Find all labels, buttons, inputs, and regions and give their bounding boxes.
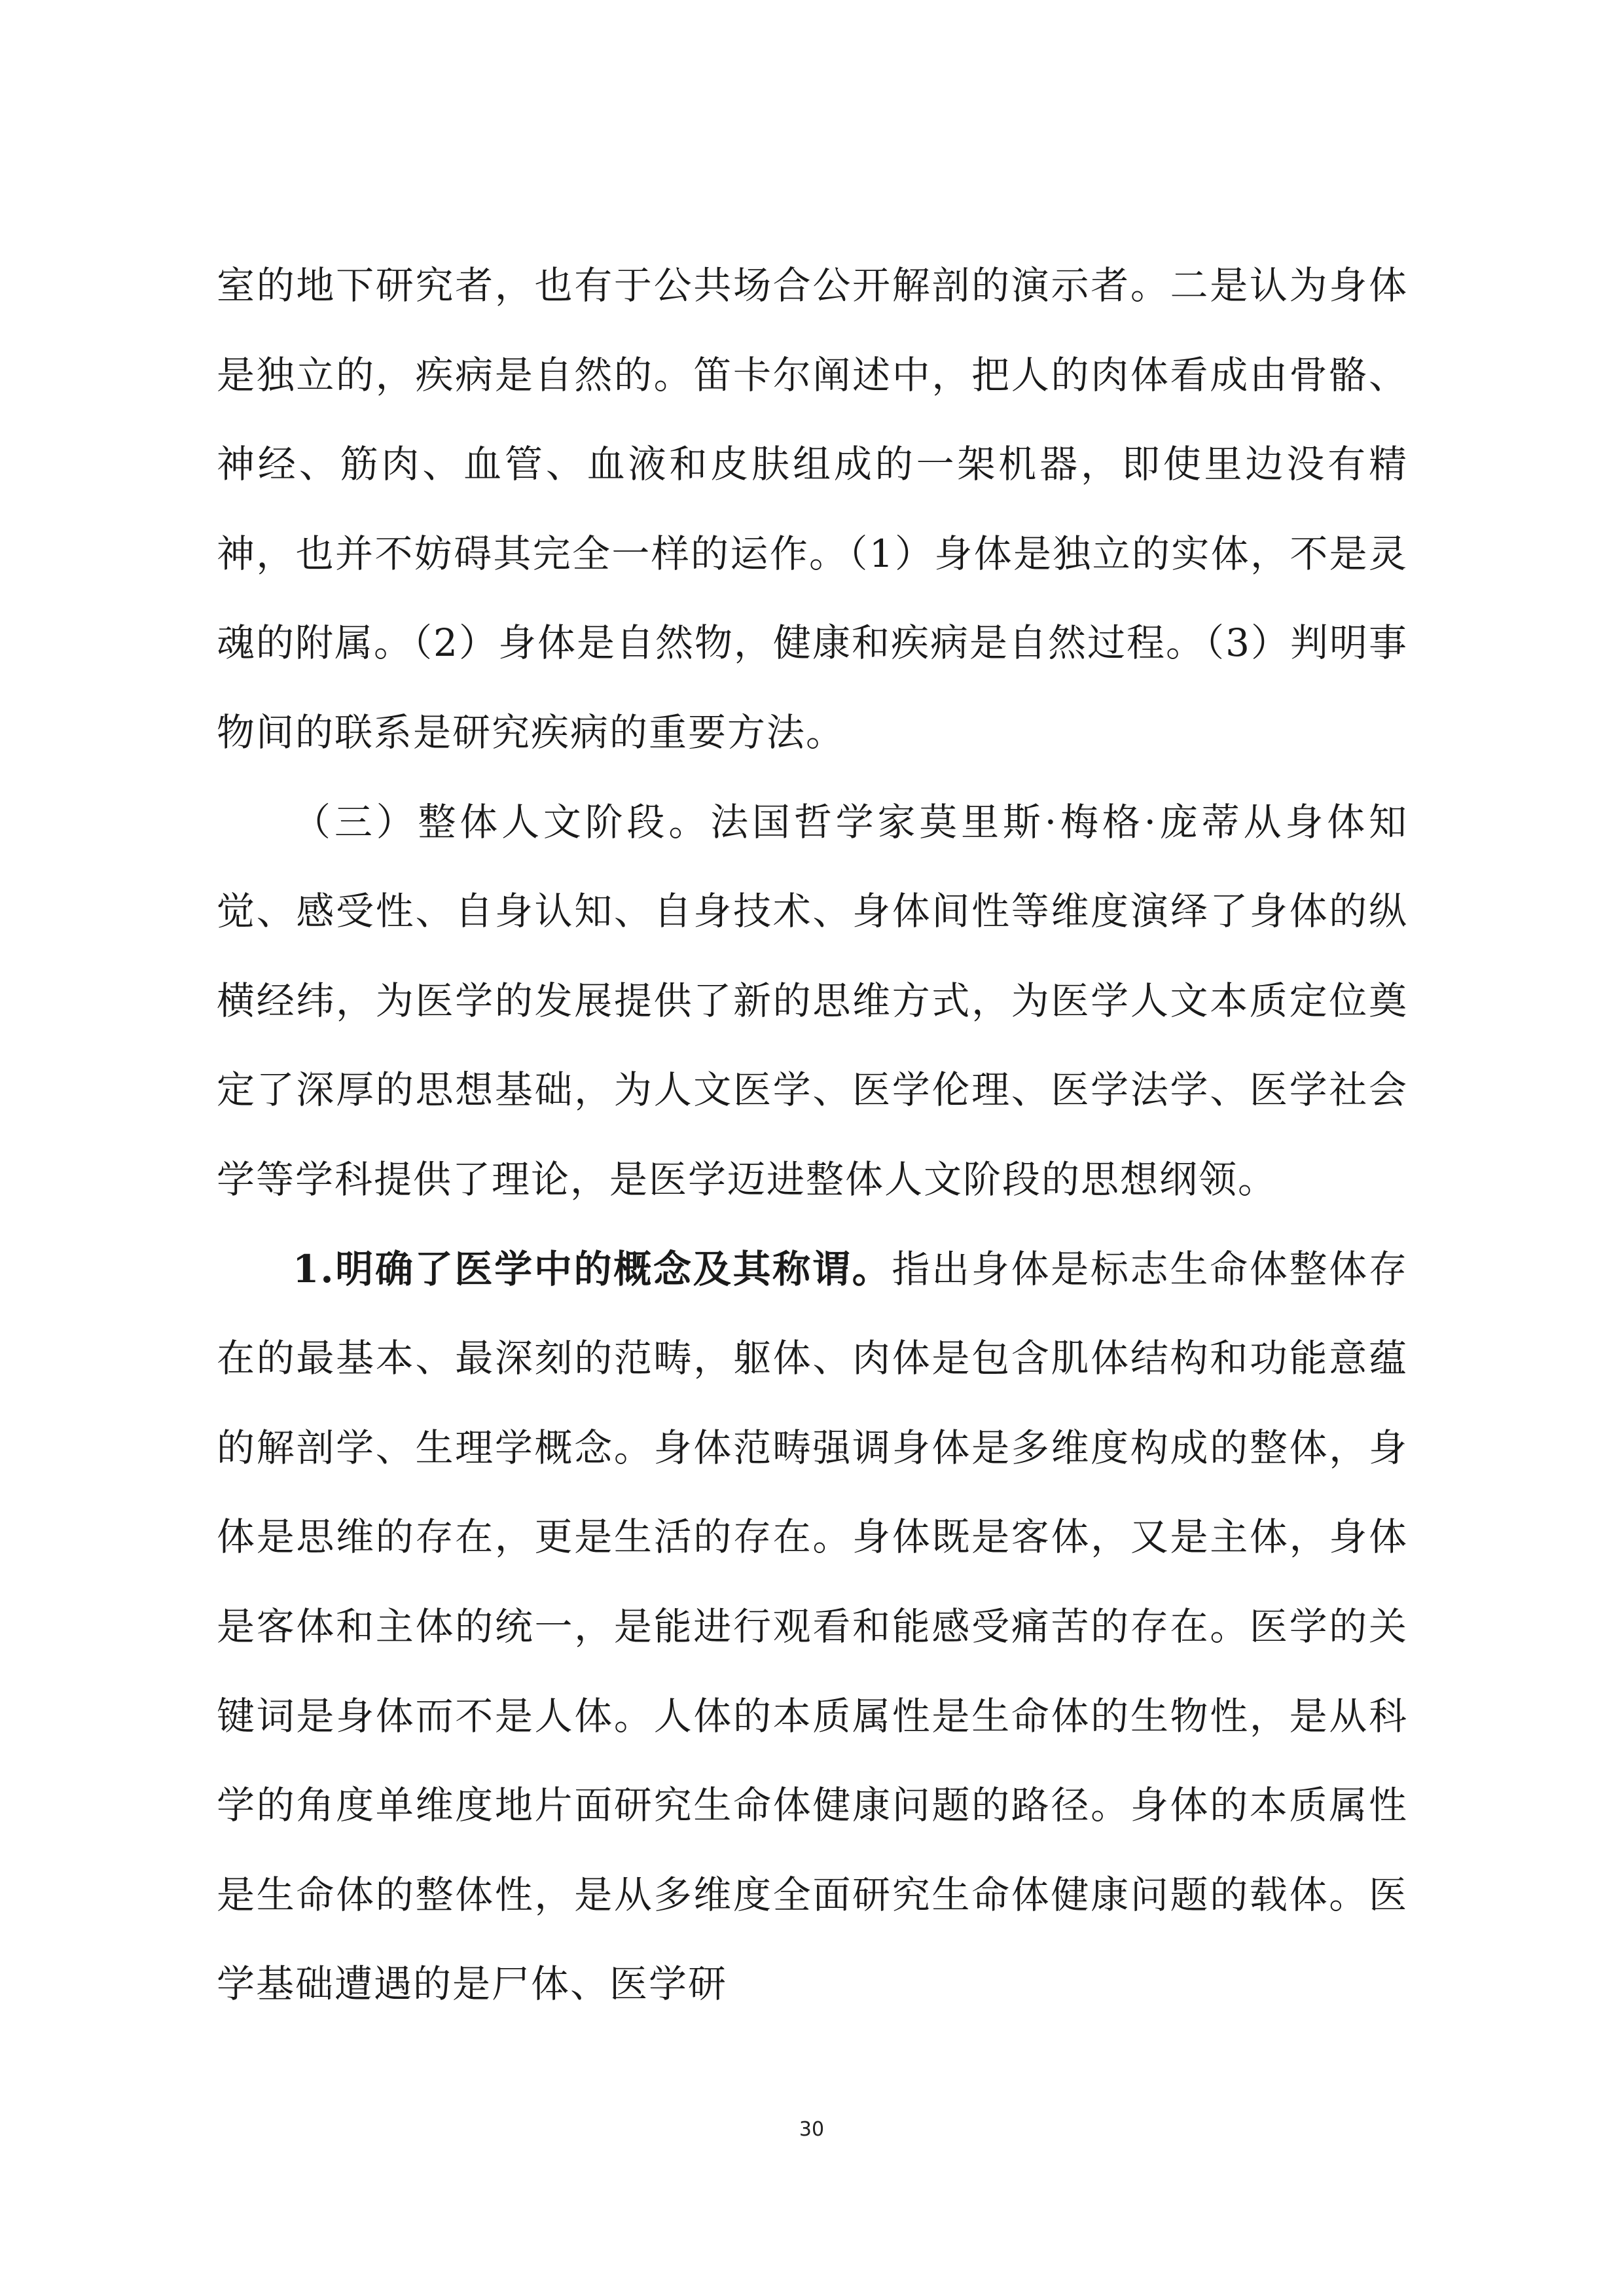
paragraph-point-one	[217, 1225, 1408, 2029]
point-one-heading: 1.明确了医学中的概念及其称谓。	[293, 1246, 892, 1291]
paragraph-continuation: 室的地下研究者，也有于公共场合公开解剖的演示者。二是认为身体是独立的，疾病是自然的。笛卡尔阐述中，把人的肉体看成由骨骼、神经、筋肉、血管、血液和皮肤组成的一架机器，即使里边没有精神，也并不妨碍其完全一样的运作。（1）身体是独立的实体，不是灵魂的附属。（2）身体是自然物，健康和疾病是自然过程。（3）判明事物间的联系是研究疾病的重要方法。	[217, 263, 1408, 755]
paragraph-section-three: （三）整体人文阶段。法国哲学家莫里斯·梅格·庞蒂从身体知觉、感受性、自身认知、自身技术、身体间性等维度演绎了身体的纵横经纬，为医学的发展提供了新的思维方式，为医学人文本质定位奠定了深厚的思想基础，为人文医学、医学伦理、医学法学、医学社会学等学科提供了理论，是医学迈进整体人文阶段的思想纲领。	[217, 799, 1408, 1202]
body-text	[217, 241, 1408, 2029]
page-number: 30	[799, 2118, 825, 2141]
point-one-text: 指出身体是标志生命体整体存在的最基本、最深刻的范畴，躯体、肉体是包含肌体结构和功能意蕴的解剖学、生理学概念。身体范畴强调身体是多维度构成的整体，身体是思维的存在，更是生活的存在。身体既是客体，又是主体，身体是客体和主体的统一，是能进行观看和能感受痛苦的存在。医学的关键词是身体而不是人体。人体的本质属性是生命体的生物性，是从科学的角度单维度地片面研究生命体健康问题的路径。身体的本质属性是生命体的整体性，是从多维度全面研究生命体健康问题的载体。医学基础遭遇的是尸体、医学研	[217, 1246, 1408, 2007]
